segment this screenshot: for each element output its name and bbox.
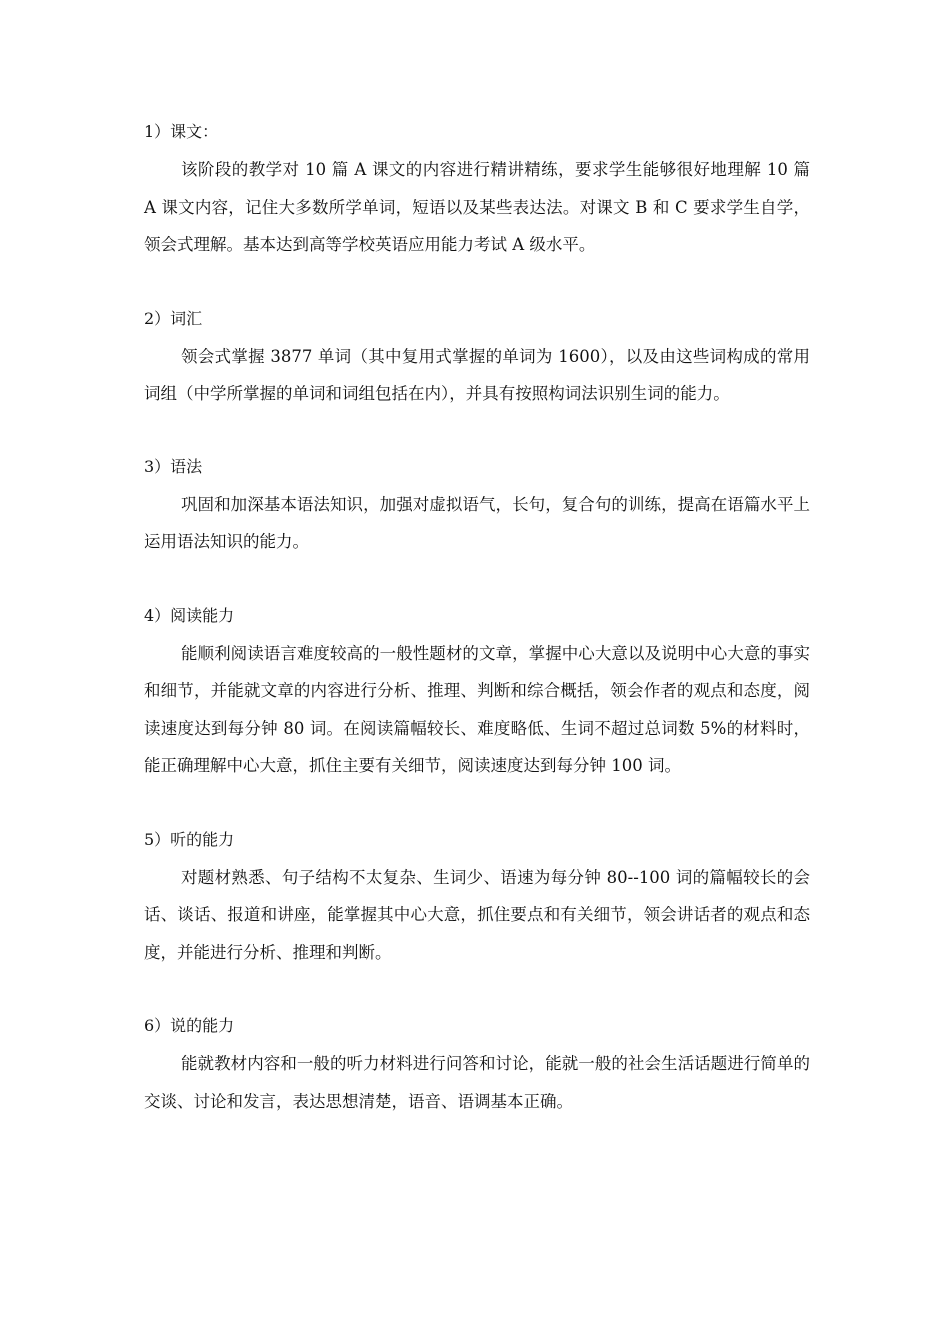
section-heading: 4）阅读能力 (144, 605, 235, 625)
section-spacer (144, 561, 810, 597)
section-spacer (144, 413, 810, 448)
section-speaking (144, 1007, 810, 1120)
section-body: 领会式掌握 3877 单词（其中复用式掌握的单词为 1600），以及由这些词构成的常用词组（中学所掌握的单词和词组包括在内），并具有按照构词法识别生词的能力。 (144, 346, 810, 403)
section-body: 能就教材内容和一般的听力材料进行问答和讨论，能就一般的社会生活话题进行简单的交谈、讨论和发言，表达思想清楚，语音、语调基本正确。 (144, 1054, 810, 1111)
section-vocabulary (144, 300, 810, 413)
section-heading: 1）课文： (144, 122, 219, 141)
section-body: 对题材熟悉、句子结构不太复杂、生词少、语速为每分钟 80--100 词的篇幅较长的会话、谈话、报道和讲座，能掌握其中心大意，抓住要点和有关细节，领会讲话者的观点和态度，并能进行分析、推理和判断。 (144, 867, 810, 962)
section-heading: 2）词汇 (144, 308, 203, 328)
section-reading (144, 597, 810, 785)
section-body: 能顺利阅读语言难度较高的一般性题材的文章，掌握中心大意以及说明中心大意的事实和细节，并能就文章的内容进行分析、推理、判断和综合概括，领会作者的观点和态度，阅读速度达到每分钟 80 词。在阅读篇幅较长、难度略低、生词不超过总词数 5%的材料时，能正确理解中心大意，抓住主要有关细节，阅读速度达到每分钟 100 词。 (144, 643, 810, 775)
section-textbook (144, 113, 810, 264)
section-listening (144, 821, 810, 972)
section-heading: 6）说的能力 (144, 1016, 235, 1035)
section-spacer (144, 264, 810, 300)
section-heading: 3）语法 (144, 456, 203, 476)
section-heading: 5）听的能力 (144, 829, 235, 849)
section-spacer (144, 785, 810, 821)
section-body: 该阶段的教学对 10 篇 A 课文的内容进行精讲精练，要求学生能够很好地理解 10 篇 A 课文内容，记住大多数所学单词，短语以及某些表达法。对课文 B 和 C 要求学生自学，领会式理解。基本达到高等学校英语应用能力考试 A 级水平。 (144, 160, 810, 254)
section-grammar (144, 448, 810, 561)
document-content (144, 113, 810, 1120)
section-body: 巩固和加深基本语法知识，加强对虚拟语气，长句，复合句的训练，提高在语篇水平上运用语法知识的能力。 (144, 494, 810, 551)
section-spacer (144, 971, 810, 1007)
